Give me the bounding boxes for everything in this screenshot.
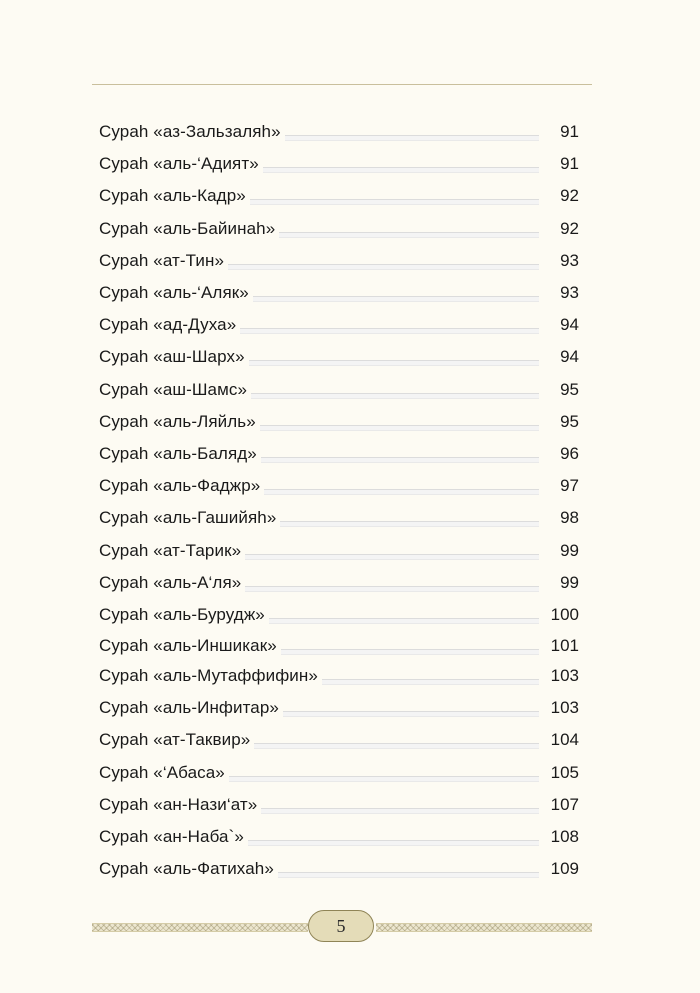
toc-entry[interactable]	[99, 821, 579, 853]
toc-entry-page: 97	[560, 476, 579, 496]
toc-entry-page: 95	[560, 379, 579, 399]
toc-entry-page: 109	[550, 859, 579, 879]
toc-entry-title: Сурah «ат-Таквир»	[99, 730, 251, 750]
toc-leader	[260, 425, 539, 431]
toc-leader	[281, 649, 539, 655]
toc-entry-page: 103	[550, 666, 579, 686]
toc-entry[interactable]	[99, 631, 579, 660]
toc-entry-page: 91	[560, 122, 579, 142]
page-number-badge	[308, 910, 374, 942]
toc-leader	[261, 808, 539, 814]
toc-entry-title: Сурah «аль-Ляйль»	[99, 411, 256, 431]
toc-entry-title: Сурah «аль-Мутаффифин»	[99, 666, 318, 686]
toc-leader	[279, 232, 539, 238]
toc-entry-title: Сурah «аль-Инфитар»	[99, 698, 279, 718]
toc-leader	[254, 743, 539, 749]
toc-entry-page: 101	[550, 635, 579, 655]
toc-entry[interactable]	[99, 180, 579, 212]
toc-entry[interactable]	[99, 692, 579, 724]
toc-leader	[245, 554, 539, 560]
toc-entry-page: 108	[550, 827, 579, 847]
toc-entry-title: Сурah «аль-Байинаh»	[99, 218, 276, 238]
toc-leader	[245, 586, 539, 592]
toc-entry-page: 99	[560, 540, 579, 560]
toc-entry[interactable]	[99, 406, 579, 438]
toc-entry-page: 100	[550, 604, 579, 624]
toc-entry-title: Сурah «аль-‘Аляк»	[99, 283, 249, 303]
toc-entry[interactable]	[99, 277, 579, 309]
toc-entry-page: 99	[560, 572, 579, 592]
toc-leader	[253, 296, 539, 302]
header-rule	[92, 84, 592, 85]
toc-entry-title: Сурah «аль-Баляд»	[99, 443, 257, 463]
toc-entry-page: 103	[550, 698, 579, 718]
toc-leader	[285, 135, 539, 141]
toc-entry-page: 94	[560, 347, 579, 367]
toc-entry-title: Сурah «аль-Гашийяh»	[99, 508, 277, 528]
toc-entry-page: 98	[560, 508, 579, 528]
toc-entry[interactable]	[99, 724, 579, 756]
toc-entry[interactable]	[99, 309, 579, 341]
footer-ornament-right	[376, 923, 592, 932]
toc-entry-page: 92	[560, 186, 579, 206]
toc-leader	[280, 521, 539, 527]
toc-entry-page: 92	[560, 218, 579, 238]
toc-entry-title: Сурah «аль-Кадр»	[99, 186, 246, 206]
toc-entry-title: Сурah «ат-Тин»	[99, 250, 225, 270]
toc-entry[interactable]	[99, 757, 579, 789]
toc-entry-title: Сурah «‘Абаса»	[99, 762, 225, 782]
toc-entry-title: Сурah «аль-Фаджр»	[99, 476, 261, 496]
toc-entry[interactable]	[99, 599, 579, 631]
toc-leader	[263, 167, 539, 173]
toc-entry[interactable]	[99, 438, 579, 470]
toc-entry[interactable]	[99, 341, 579, 373]
toc-leader	[264, 489, 539, 495]
toc-leader	[248, 840, 539, 846]
toc-entry-title: Сурah «аш-Шамс»	[99, 379, 248, 399]
toc-entry[interactable]	[99, 502, 579, 534]
toc-entry-title: Сурah «ад-Духа»	[99, 315, 237, 335]
toc-entry[interactable]	[99, 853, 579, 885]
toc-entry-title: Сурah «ан-Наба`»	[99, 827, 244, 847]
toc-leader	[251, 393, 539, 399]
toc-entry-page: 93	[560, 250, 579, 270]
toc-entry[interactable]	[99, 660, 579, 692]
footer-ornament-left	[92, 923, 308, 932]
toc-entry-page: 91	[560, 154, 579, 174]
toc-entry[interactable]	[99, 213, 579, 245]
toc-entry[interactable]	[99, 374, 579, 406]
toc-leader	[278, 872, 539, 878]
toc-leader	[269, 618, 539, 624]
toc-leader	[261, 457, 539, 463]
toc-entry-title: Сурah «аль-‘Адият»	[99, 154, 259, 174]
toc-entry[interactable]	[99, 567, 579, 599]
toc-leader	[240, 328, 539, 334]
toc-leader	[283, 711, 539, 717]
table-of-contents	[99, 116, 579, 885]
toc-entry-page: 96	[560, 443, 579, 463]
toc-entry-title: Сурah «ан-Нази‘ат»	[99, 794, 258, 814]
toc-entry-title: Сурah «ат-Тарик»	[99, 540, 242, 560]
toc-entry-title: Сурah «аль-Фатихаh»	[99, 859, 274, 879]
toc-leader	[228, 264, 539, 270]
toc-entry[interactable]	[99, 148, 579, 180]
toc-entry-title: Сурah «аль-Иншикак»	[99, 635, 277, 655]
toc-entry-title: Сурah «аль-Бурудж»	[99, 604, 265, 624]
toc-leader	[250, 199, 539, 205]
toc-entry[interactable]	[99, 245, 579, 277]
toc-entry-page: 94	[560, 315, 579, 335]
toc-entry[interactable]	[99, 534, 579, 566]
page-footer	[92, 910, 592, 944]
toc-entry-title: Сурah «аш-Шарх»	[99, 347, 245, 367]
toc-entry-page: 93	[560, 283, 579, 303]
page-number: 5	[336, 915, 346, 936]
toc-entry-page: 95	[560, 411, 579, 431]
toc-entry[interactable]	[99, 789, 579, 821]
toc-entry[interactable]	[99, 470, 579, 502]
toc-entry[interactable]	[99, 116, 579, 148]
toc-entry-title: Сурah «аз-Зальзаляh»	[99, 122, 281, 142]
toc-entry-page: 105	[550, 762, 579, 782]
toc-leader	[249, 360, 539, 366]
toc-entry-page: 104	[550, 730, 579, 750]
toc-leader	[322, 679, 539, 685]
toc-entry-page: 107	[550, 794, 579, 814]
toc-leader	[229, 776, 539, 782]
toc-entry-title: Сурah «аль-А‘ля»	[99, 572, 242, 592]
